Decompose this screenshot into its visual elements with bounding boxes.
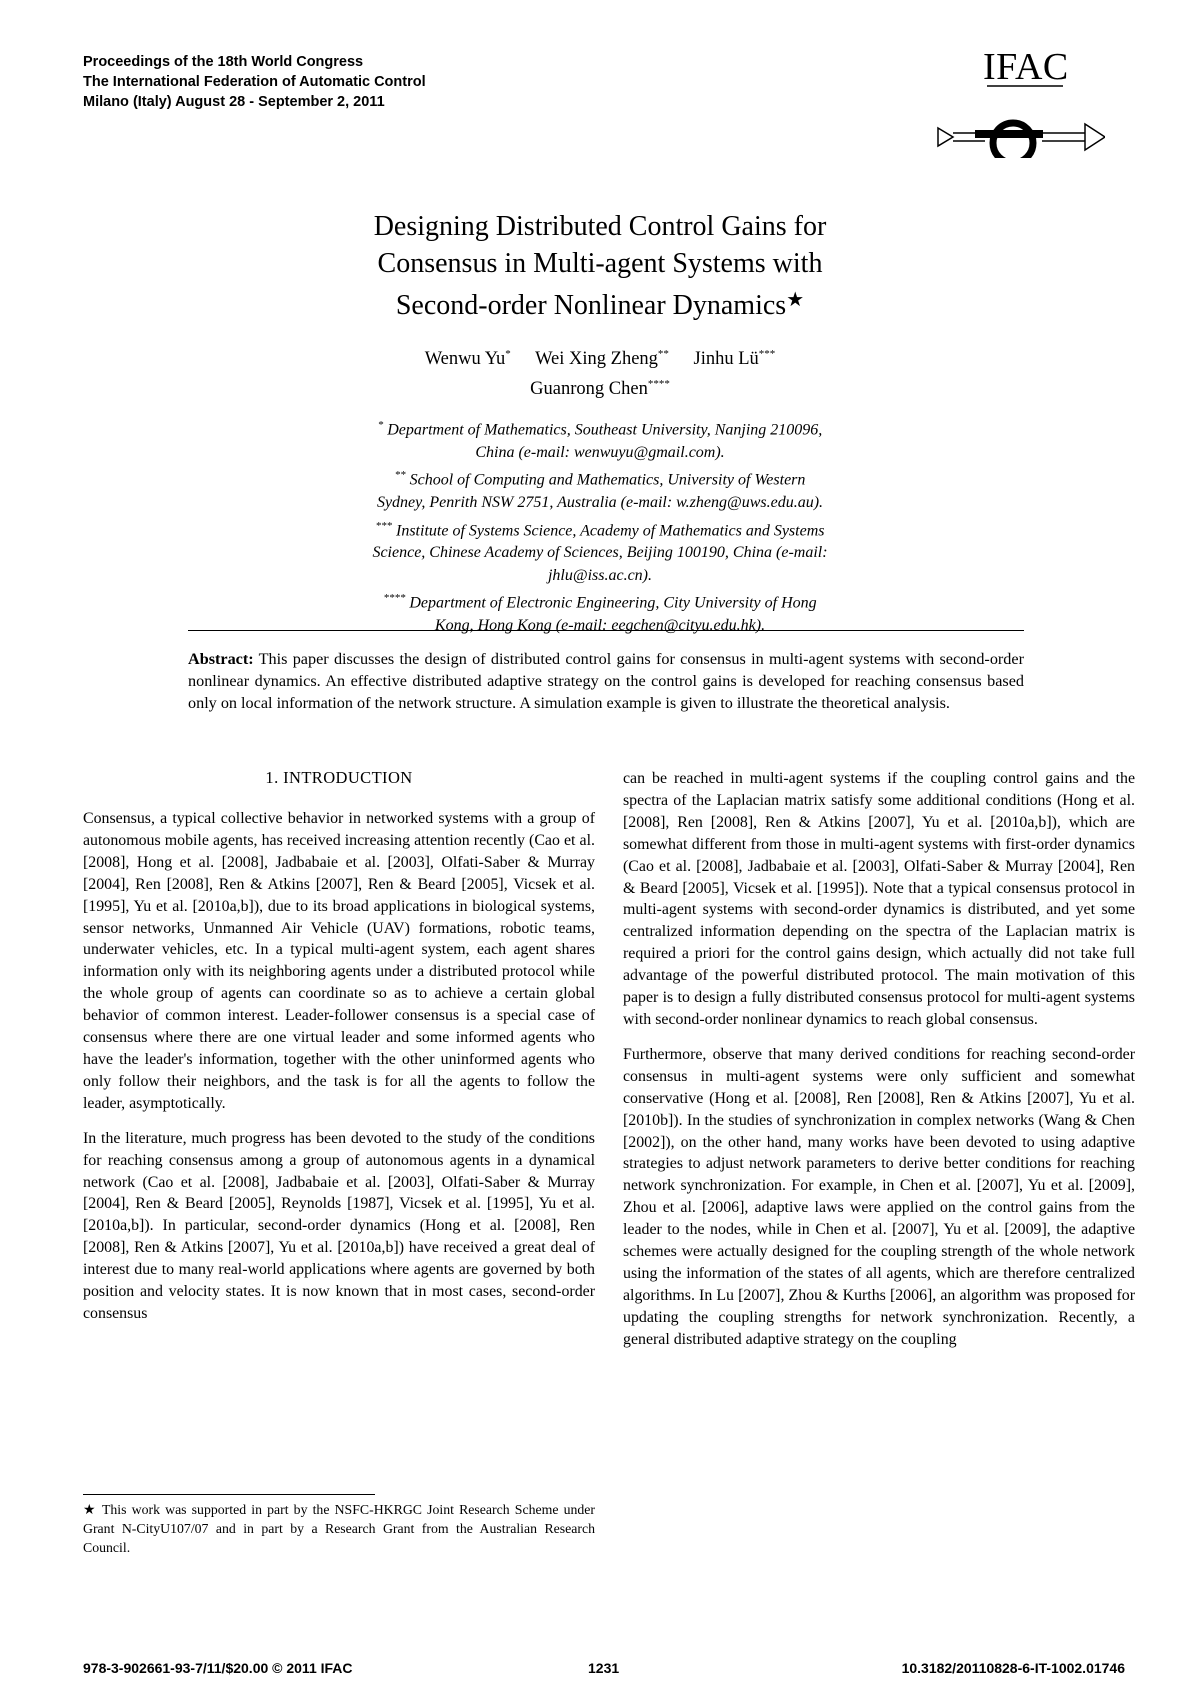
affiliation-line: China (e-mail: wenwuyu@gmail.com). [475,443,725,461]
affiliation-line: Department of Mathematics, Southeast University, Nanjing 210096, [387,421,823,439]
author-mark: *** [758,348,776,360]
affiliation-line: Institute of Systems Science, Academy of Mathematics and Systems [396,521,825,539]
affiliation-mark: *** [375,519,392,532]
affiliations [280,414,920,638]
author-list [250,342,950,402]
abstract-rule [188,630,1024,631]
footer-isbn: 978-3-902661-93-7/11/$20.00 © 2011 IFAC [83,1660,353,1676]
author-mark: ** [657,348,669,360]
affiliation-line: Kong, Hong Kong (e-mail: eegchen@cityu.edu.hk). [434,617,766,635]
body-paragraph: can be reached in multi-agent systems if the coupling control gains and the spectra of the Laplacian matrix satisfy some additional conditions (Hong et al. [2008], Ren [2008], Ren & Atkins [2007], Yu et al. [2010a,b]), which are somewhat different from those in multi-agent systems with first-order dynamics (Cao et al. [2008], Jadbabaie et al. [2003], Olfati-Saber & Murray [2004], Ren & Beard [2005], Vicsek et al. [1995]). Note that a typical consensus protocol in multi-agent systems with second-order dynamics is distributed, and yet some centralized information depending on the spectra of the Laplacian matrix is required a priori for the control gains design, which actually did not take full advantage of the powerful distributed protocol. The main motivation of this paper is to design a fully distributed consensus protocol for multi-agent systems with second-order nonlinear dynamics to reach global consensus. [623,770,1135,1028]
footnote-text: This work was supported in part by the NSFC-HKRGC Joint Research Scheme under Grant N-CityU107/07 and in part by a Research Grant from the Australian Research Council. [83,1502,595,1555]
ifac-emblem-icon [935,48,1105,158]
affiliation-mark: **** [383,592,406,605]
proceedings-line: The International Federation of Automatic Control [83,74,426,90]
author-name: Wei Xing Zheng [535,349,658,370]
page-number: 1231 [588,1660,620,1676]
proceedings-line: Proceedings of the 18th World Congress [83,54,364,70]
footnote-mark: ★ [83,1502,98,1517]
title-line: Designing Distributed Control Gains for [373,211,827,242]
paper-title [250,208,950,324]
author-name: Wenwu Yu [424,349,506,370]
footer-doi: 10.3182/20110828-6-IT-1002.01746 [901,1660,1125,1676]
title-line: Second-order Nonlinear Dynamics [395,290,787,321]
title-line: Consensus in Multi-agent Systems with [377,248,823,279]
affiliation-mark: * [377,419,384,431]
section-heading: 1. INTRODUCTION [265,768,413,787]
ifac-logo [935,48,1105,158]
footnote [83,1500,595,1557]
affiliation-line: School of Computing and Mathematics, University of Western [409,471,806,489]
affiliation [280,464,920,514]
affiliation-line: jhlu@iss.ac.cn). [547,566,653,584]
affiliation [280,414,920,464]
proceedings-header [83,52,426,112]
affiliation-line: Science, Chinese Academy of Sciences, Beijing 100190, China (e-mail: [372,544,828,562]
title-footnote-mark: ★ [786,289,805,311]
right-column [623,768,1135,1351]
affiliation-mark: ** [394,469,406,482]
author-mark: * [505,348,511,360]
abstract-text: This paper discusses the design of distributed control gains for consensus in multi-agent systems with second-order nonlinear dynamics. An effective distributed adaptive strategy on the control gains is developed for reaching consensus based only on local information of the network structure. A simulation example is given to illustrate the theoretical analysis. [188,650,1024,712]
body-paragraph: Consensus, a typical collective behavior in networked systems with a group of autonomous mobile agents, has received increasing attention recently (Cao et al. [2008], Hong et al. [2008], Jadbabaie et al. [2003], Olfati-Saber & Murray [2004], Ren [2008], Ren & Atkins [2007], Ren & Beard [2005], Vicsek et al. [1995], Yu et al. [2010a,b]), due to its broad applications in biological systems, sensor networks, Unmanned Air Vehicle (UAV) formations, robotic teams, underwater vehicles, etc. In a typical multi-agent system, each agent shares information only with its neighboring agents under a distributed protocol while the whole group of agents can coordinate so as to achieve a certain global behavior of common interest. Leader-follower consensus is a special case of consensus where there are one virtual leader and some informed agents who have the leader's information, together with the other uninformed agents who only follow their neighbors, and the task is for all the agents to follow the leader, asymptotically. [83,810,595,1112]
abstract [188,648,1024,714]
affiliation-line: Department of Electronic Engineering, City University of Hong [409,594,817,612]
author-name: Jinhu Lü [693,349,759,370]
author-name: Guanrong Chen [530,379,648,400]
affiliation-line: Sydney, Penrith NSW 2751, Australia (e-mail: w.zheng@uws.edu.au). [376,494,824,512]
abstract-label: Abstract: [188,650,254,668]
proceedings-line: Milano (Italy) August 28 - September 2, 2011 [83,94,385,110]
left-column [83,768,595,1325]
ifac-logo-text: IFAC [983,46,1069,88]
footnote-rule [83,1494,375,1495]
affiliation [280,515,920,588]
author-mark: **** [647,378,670,391]
body-paragraph: In the literature, much progress has been devoted to the study of the conditions for reaching consensus among a group of autonomous agents in a dynamical network (Cao et al. [2008], Jadbabaie et al. [2003], Olfati-Saber & Murray [2004], Ren & Beard [2005], Reynolds [1987], Vicsek et al. [1995], Yu et al. [2010a,b]). In particular, second-order dynamics (Hong et al. [2008], Ren [2008], Ren & Atkins [2007], Yu et al. [2010a,b]) have received a great deal of interest due to many real-world applications where agents are governed by both position and velocity states. It is now known that in most cases, second-order consensus [83,1129,595,1322]
body-paragraph: Furthermore, observe that many derived conditions for reaching second-order consensus in multi-agent systems were only sufficient and somewhat conservative (Hong et al. [2008], Ren [2008], Ren & Atkins [2007], Yu et al. [2010b]). In the studies of synchronization in complex networks (Wang & Chen [2002]), on the other hand, many works have been devoted to using adaptive strategies to adjust network parameters to derive better conditions for reaching network synchronization. For example, in Chen et al. [2007], Yu et al. [2009], Zhou et al. [2006], adaptive laws were applied on the control gains from the leader to the nodes, while in Chen et al. [2007], Yu et al. [2009], the adaptive schemes were actually designed for the coupling strength of the whole network using the information of the states of all agents, which are therefore centralized algorithms. In Lu [2007], Zhou & Kurths [2006], an algorithm was proposed for updating the coupling strengths for network synchronization. Recently, a general distributed adaptive strategy on the coupling [623,1045,1135,1348]
